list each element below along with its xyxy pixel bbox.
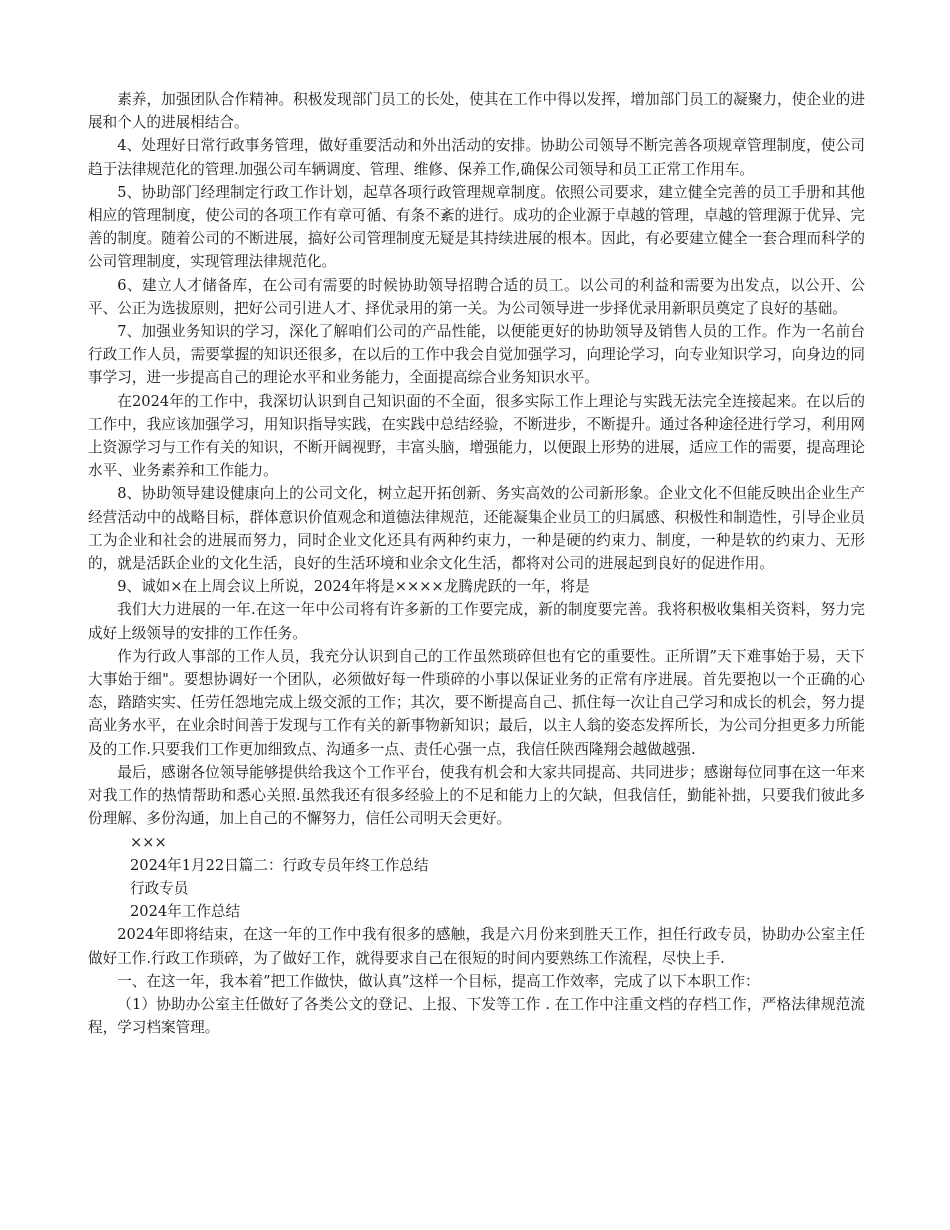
paragraph-11: 最后，感谢各位领导能够提供给我这个工作平台，使我有机会和大家共同提高、共同进步；感谢每位同事在这一年来对我工作的热情帮助和悉心关照.虽然我还有很多经验上的不足和能力上的欠缺，但我信任，勤能补拙，只要我们彼此多份理解、多份沟通，加上自己的不懈努力，信任公司明天会更好。 xyxy=(88,763,865,828)
paragraph-6: 在2024年的工作中，我深切认识到自己知识面的不全面，很多实际工作上理论与实践无法完全连接起来。在以后的工作中，我应该加强学习，用知识指导实践，在实践中总结经验，不断进步，不断提升。通过各种途径进行学习，利用网上资源学习与工作有关的知识，不断开阔视野，丰富头脑，增强能力，以便跟上形势的进展，适应工作的需要，提高理论水平、业务素养和工作能力。 xyxy=(88,392,865,480)
paragraph-2: 4、处理好日常行政事务管理，做好重要活动和外出活动的安排。协助公司领导不断完善各项规章管理制度，使公司趋于法律规范化的管理.加强公司车辆调度、管理、维修、保养工作,确保公司领导和员工正常工作用车。 xyxy=(88,137,865,178)
summary-title: 2024年工作总结 xyxy=(130,903,241,921)
paragraph-7: 8、协助领导建设健康向上的公司文化，树立起开拓创新、务实高效的公司新形象。企业文化不但能反映出企业生产经营活动中的战略目标，群体意识价值观念和道德法律规范，还能凝集企业员工的归属感、积极性和制造性，引导企业员工为企业和社会的进展而努力，同时企业文化还具有两种约束力，一种是硬的约束力、制度，一种是软的约束力、无形的，就是活跃企业的文化生活，良好的生活环境和业余文化生活，都将对公司的进展起到良好的促进作用。 xyxy=(88,485,865,573)
paragraph-1: 素养，加强团队合作精神。积极发现部门员工的长处，使其在工作中得以发挥，增加部门员工的凝聚力，使企业的进展和个人的进展相结合。 xyxy=(88,91,865,132)
date-and-section-title: 2024年1月22日篇二：行政专员年终工作总结 xyxy=(130,856,429,874)
closing-paragraph-2: 一、在这一年，我本着”把工作做快，做认真”这样一个目标，提高工作效率，完成了以下本职工作： xyxy=(117,972,760,990)
signature-mark: ××× xyxy=(130,833,167,851)
role-title: 行政专员 xyxy=(130,879,189,897)
paragraph-10: 作为行政人事部的工作人员，我充分认识到自己的工作虽然琐碎但也有它的重要性。正所谓”天下难事始于易，天下大事始于细"。要想协调好一个团队，必须做好每一件琐碎的小事以保证业务的正常有序进展。首先要抱以一个正确的心态，踏踏实实、任劳任怨地完成上级交派的工作；其次，要不断提高自己、抓住每一次让自己学习和成长的机会，努力提高业务水平，在业余时间善于发现与工作有关的新事物新知识；最后，以主人翁的姿态发挥所长，为公司分担更多力所能及的工作.只要我们工作更加细致点、沟通多一点、责任心强一点，我信任陕西隆翔会越做越强. xyxy=(88,647,865,758)
paragraph-3: 5、协助部门经理制定行政工作计划，起草各项行政管理规章制度。依照公司要求，建立健全完善的员工手册和其他相应的管理制度，使公司的各项工作有章可循、有条不紊的进行。成功的企业源于卓越的管理，卓越的管理源于优异、完善的制度。随着公司的不断进展，搞好公司管理制度无疑是其持续进展的根本。因此，有必要建立健全一套合理而科学的公司管理制度，实现管理法律规范化。 xyxy=(88,183,865,271)
closing-paragraph-3: （1）协助办公室主任做好了各类公文的登记、上报、下发等工作 . 在工作中注重文档的存档工作，严格法律规范流程，学习档案管理。 xyxy=(88,995,865,1037)
paragraph-8: 9、诚如×在上周会议上所说，2024年将是××××龙腾虎跃的一年，将是 xyxy=(117,578,590,596)
closing-paragraph-1: 2024年即将结束，在这一年的工作中我有很多的感触，我是六月份来到胜天工作，担任行政专员，协助办公室主任做好工作.行政工作琐碎，为了做好工作，就得要求自己在很短的时间内要熟练工作流程，尽快上手. xyxy=(88,926,865,967)
paragraph-4: 6、建立人才储备库，在公司有需要的时候协助领导招聘合适的员工。以公司的利益和需要为出发点，以公开、公平、公正为选拔原则，把好公司引进人才、择优录用的第一关。为公司领导进一步择优录用新职员奠定了良好的基础。 xyxy=(88,276,865,317)
paragraph-5: 7、加强业务知识的学习，深化了解咱们公司的产品性能，以便能更好的协助领导及销售人员的工作。作为一名前台行政工作人员，需要掌握的知识还很多，在以后的工作中我会自觉加强学习，向理论学习，向专业知识学习，向身边的同事学习，进一步提高自己的理论水平和业务能力，全面提高综合业务知识水平。 xyxy=(88,323,865,387)
paragraph-9: 我们大力进展的一年.在这一年中公司将有许多新的工作要完成，新的制度要完善。我将积极收集相关资料，努力完成好上级领导的安排的工作任务。 xyxy=(88,601,865,642)
